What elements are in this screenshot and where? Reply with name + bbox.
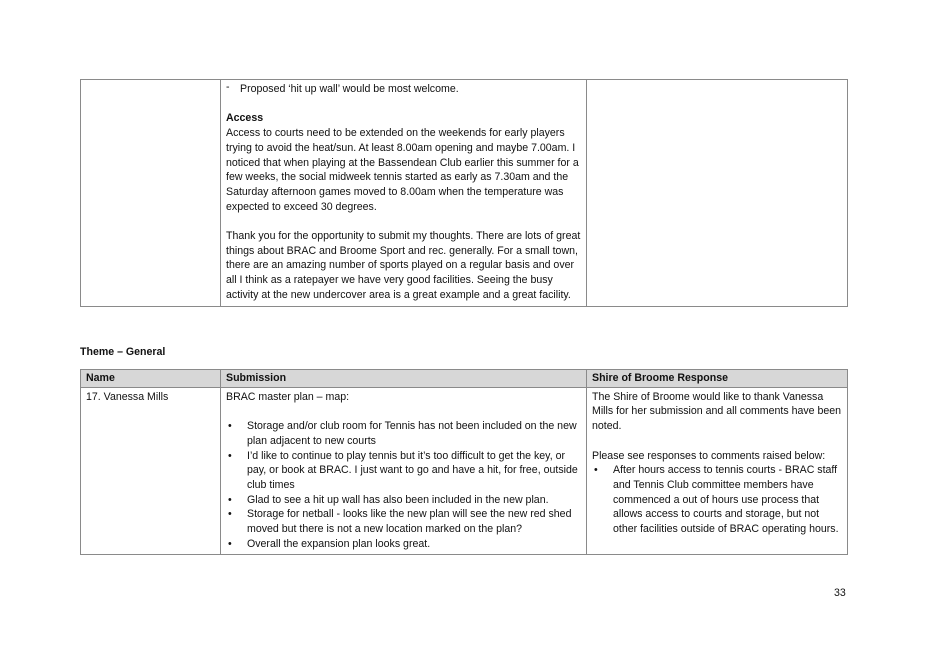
list-item	[226, 419, 581, 448]
general-submission-table	[80, 369, 848, 555]
bullet: •	[228, 537, 232, 550]
table-row	[81, 80, 848, 307]
list-item-text: I’d like to continue to play tennis but it’s too difficult to get the key, or pay, or book at BRAC. I just want to go and have a hit, for free, outside club times	[247, 449, 578, 491]
dash-bullet: -	[226, 81, 230, 93]
list-item-text: Storage and/or club room for Tennis has not been included on the new plan adjacent to new courts	[247, 420, 577, 447]
response-lead: Please see responses to comments raised below:	[592, 449, 826, 462]
bullet: •	[228, 449, 232, 462]
page-number: 33	[834, 587, 846, 599]
submission-bullet-list	[226, 419, 581, 551]
response-cell	[587, 80, 848, 307]
list-item-text: Overall the expansion plan looks great.	[247, 537, 431, 550]
thanks-paragraph: Thank you for the opportunity to submit my thoughts. There are lots of great things about BRAC and Broome Sport and rec. generally. For a small town, there are an amazing number of sports played on a regular basis and over all I think as a ratepayer we have very good facilities. Seeing the busy activity at the new undercover area is a great example and a great facility.	[226, 230, 581, 301]
bullet: •	[228, 493, 232, 506]
submission-cell	[221, 80, 587, 307]
list-item-text: Storage for netball - looks like the new plan will see the new red shed moved but there is not a new location marked on the plan?	[247, 508, 572, 536]
list-item	[592, 463, 842, 537]
bullet: •	[228, 420, 232, 433]
access-heading: Access	[226, 112, 264, 125]
theme-heading: Theme – General	[80, 346, 166, 358]
header-submission: Submission	[221, 370, 587, 388]
list-item	[226, 449, 581, 493]
submitter-name: 17. Vanessa Mills	[81, 387, 221, 555]
response-intro: The Shire of Broome would like to thank Vanessa Mills for her submission and all comments have been noted.	[592, 390, 842, 433]
continued-submission-table	[80, 79, 848, 307]
list-item	[226, 537, 581, 552]
access-paragraph: Access to courts need to be extended on the weekends for early players trying to avoid the heat/sun. At least 8.00am opening and maybe 7.00am. I noticed that when playing at the Bassendean Club earlier this summer for a few weeks, the social midweek tennis started as early as 7.30am and the Saturday afternoon games moved to 8.00am when the temperature was expected to exceed 30 degrees.	[226, 127, 579, 213]
list-item	[226, 507, 581, 536]
response-bullet-list	[592, 463, 842, 537]
header-response: Shire of Broome Response	[587, 370, 848, 388]
response-cell	[587, 387, 848, 555]
list-item-text: Glad to see a hit up wall has also been included in the new plan.	[247, 493, 549, 506]
table-row	[81, 387, 848, 555]
list-item-text: After hours access to tennis courts - BRAC staff and Tennis Club committee members have commenced a out of hours use process that allows access to courts and storage, but not other facilities outside of BRAC operating hours.	[613, 464, 839, 536]
submission-cell	[221, 387, 587, 555]
bullet: •	[594, 464, 598, 477]
bullet: •	[228, 508, 232, 521]
header-name: Name	[81, 370, 221, 388]
table-header-row	[81, 370, 848, 388]
dash-list-item	[226, 82, 581, 97]
name-cell	[81, 80, 221, 307]
list-item	[226, 493, 581, 508]
dash-item-text: Proposed ‘hit up wall’ would be most welcome.	[240, 83, 459, 95]
submission-intro: BRAC master plan – map:	[226, 390, 350, 403]
